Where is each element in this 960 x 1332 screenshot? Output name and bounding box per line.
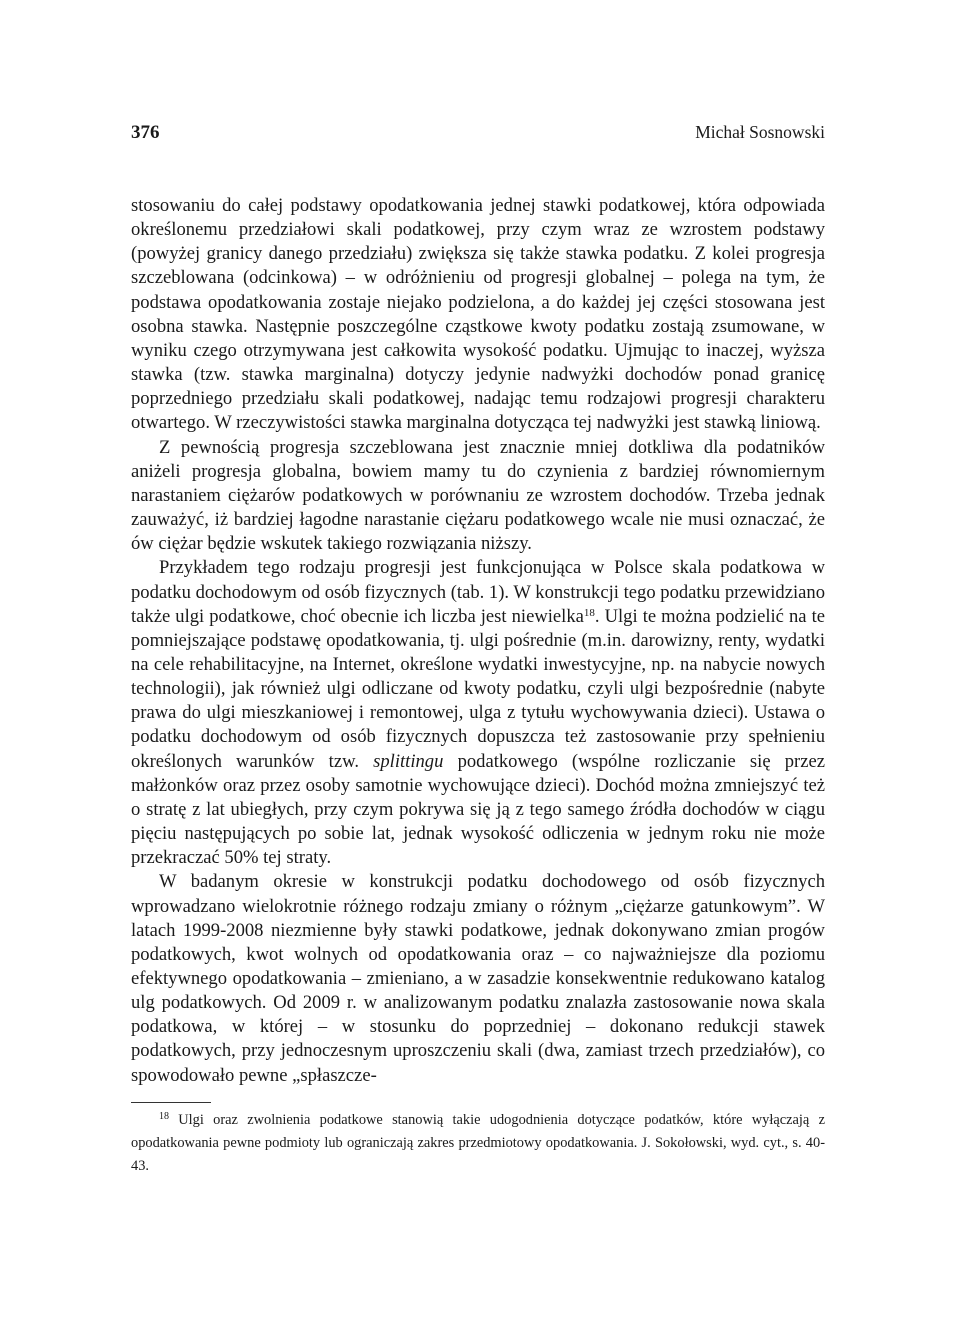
paragraph-text: W badanym okresie w konstrukcji podatku dochodowego od osób fizycznych wprowadzano wielokrotnie różnego rodzaju zmiany o różnym „ciężarze gatunkowym”. W latach 1999-2008 niezmienne były stawki podatkowe, jednak dokonywano zmian progów podatkowych, kwot wolnych od opodatkowania oraz – co najważniejsze dla poziomu efektywnego opodatkowania – zmieniano, a w zasadzie konsekwentnie redukowano katalog ulg podatkowych. Od 2009 r. w analizowanym podatku znalazła zastosowanie nowa skala podatkowa, w której – w stosunku do poprzedniej – dokonano redukcji stawek podatkowych, przy jednoczesnym uproszczeniu skali (dwa, zamiast trzech przedziałów), co spowodowało pewne „spłaszcze- — [131, 871, 825, 1086]
paragraph-text: Z pewnością progresja szczeblowana jest znacznie mniej dotkliwa dla podatników aniżeli progresja globalna, bowiem mamy tu do czynienia z bardziej równomiernym narastaniem ciężarów podatkowych w porównaniu ze wzrostem dochodów. Trzeba jednak zauważyć, iż bardziej łagodne narastanie ciężaru podatkowego wcale nie musi oznaczać, że ów ciężar będzie wskutek takiego rozwiązania niższy. — [131, 436, 825, 555]
footnote — [131, 1109, 825, 1178]
italic-term: splittingu — [373, 750, 444, 772]
paragraph-text: . Ulgi te można podzielić na te pomniejszające podstawę opodatkowania, tj. ulgi pośrednie (m.in. darowizny, renty, wydatki na cele rehabilitacyjne, na Internet, określone wydatki inwestycyjne, np. na nabycie nowych technologii), jak również ulgi odliczane od kwoty podatku, czyli ulgi bezpośrednie (nabyte prawa do ulgi mieszkaniowej i remontowej, ulga z tytułu wychowywania dzieci). Ustawa o podatku dochodowym od osób fizycznych dopuszcza też zastosowanie przy spełnieniu określonych warunków tzw. — [131, 605, 825, 772]
paragraph — [131, 556, 825, 870]
paragraph-text: podatkowego (wspólne rozliczanie się przez małżonków oraz przez osoby samotnie wychowujące dzieci). Dochód można zmniejszyć też o stratę z lat ubiegłych, przy czym pokrywa się ją z tego samego źródła dochodów w ciągu pięciu następujących po sobie lat, jednak wysokość odliczenia w jednym roku nie może przekraczać 50% tej straty. — [131, 750, 825, 869]
paragraph — [131, 194, 825, 436]
footnote-number: 18 — [159, 1110, 169, 1122]
paragraph — [131, 436, 825, 557]
footnote-reference: 18 — [583, 606, 595, 619]
footnote-separator — [131, 1102, 211, 1103]
page-number: 376 — [131, 122, 160, 143]
paragraph-text: stosowaniu do całej podstawy opodatkowania jednej stawki podatkowej, która odpowiada określonemu przedziałowi skali podatkowej, przy czym wraz ze wzrostem podstawy (powyżej granicy danego przedziału) zwiększa się także stawka podatku. Z kolei progresja szczeblowana (odcinkowa) – w odróżnieniu od progresji globalnej – polega na tym, że podstawa opodatkowania zostaje niejako podzielona, a do każdej jej części stosowana jest osobna stawka. Następnie poszczególne cząstkowe kwoty podatku zostają zsumowane, w wyniku czego otrzymywana jest całkowita wysokość podatku. Ujmując to inaczej, wyższa stawka (tzw. stawka marginalna) dotyczy jedynie nadwyżki dochodów ponad granicę poprzedniego przedziału skali podatkowej, nadając temu rodzajowi progresji charakteru otwartego. W rzeczywistości stawka marginalna dotycząca tej nadwyżki jest stawką liniową. — [131, 195, 825, 434]
page-header — [131, 122, 825, 152]
body-text — [131, 194, 825, 1088]
paragraph — [131, 870, 825, 1087]
footnote-text: Ulgi oraz zwolnienia podatkowe stanowią takie udogodnienia dotyczące podatków, które wyłączają z opodatkowania pewne podmioty lub ograniczają zakres przedmiotowy opodatkowania. J. Sokołowski, wyd. cyt., s. 40-43. — [131, 1111, 825, 1174]
running-head-author: Michał Sosnowski — [695, 122, 825, 142]
paragraph-text: Przykładem tego rodzaju progresji jest funkcjonująca w Polsce skala podatkowa w podatku dochodowym od osób fizycznych (tab. 1). W konstrukcji tego podatku przewidziano także ulgi podatkowe, choć obecnie ich liczba jest niewielka — [131, 557, 825, 627]
document-page — [131, 122, 825, 1178]
footnotes — [131, 1109, 825, 1178]
